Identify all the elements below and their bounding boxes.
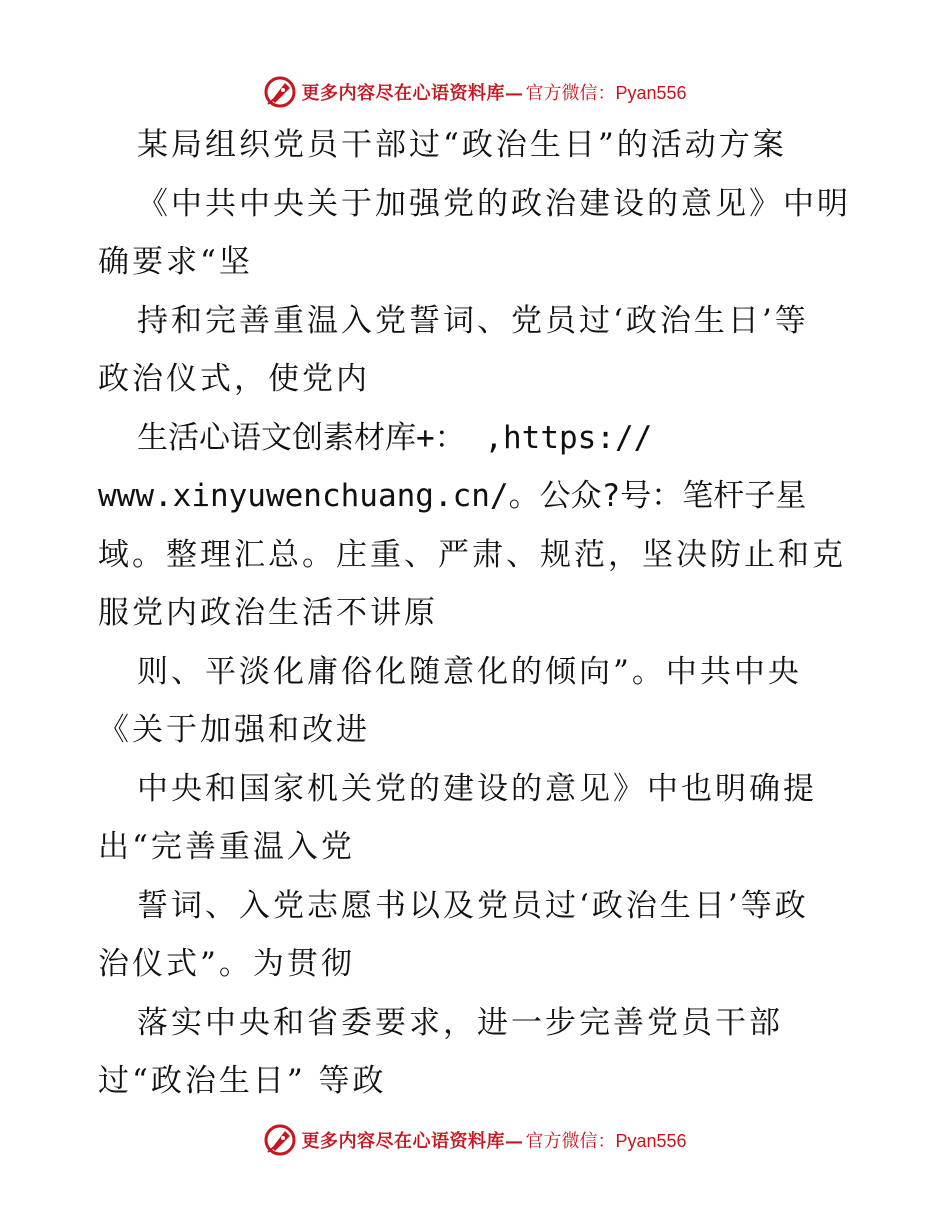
paragraph-line: 政治仪式，使党内 xyxy=(98,361,370,397)
footer-brand-text: 更多内容尽在心语资料库— xyxy=(301,1131,524,1152)
footer-contact-text: 官方微信：Pyan556 xyxy=(525,1131,687,1151)
paragraph-line: 生活心语文创素材库+： ,https:// xyxy=(137,419,653,456)
paragraph-line: 服党内政治生活不讲原 xyxy=(98,595,438,631)
header-banner xyxy=(0,72,950,112)
paragraph-line: 域。整理汇总。庄重、严肃、规范，坚决防止和克 xyxy=(98,536,846,573)
paragraph-line: 确要求“坚 xyxy=(98,244,253,280)
paragraph-line: 中央和国家机关党的建设的意见》中也明确提 xyxy=(137,770,817,807)
paragraph-line: 治仪式”。为贯彻 xyxy=(98,946,355,982)
paragraph-line: 持和完善重温入党誓词、党员过‘政治生日’等 xyxy=(137,302,809,339)
header-contact-text: 官方微信：Pyan556 xyxy=(525,83,687,103)
document-body xyxy=(98,116,868,1111)
paragraph-line: 则、平淡化庸俗化随意化的倾向”。中共中央 xyxy=(137,653,802,690)
pen-nib-logo-icon xyxy=(263,1123,297,1157)
paragraph-line: 誓词、入党志愿书以及党员过‘政治生日’等政 xyxy=(137,887,809,924)
pen-nib-logo-icon xyxy=(263,75,297,109)
paragraph-line: 落实中央和省委要求，进一步完善党员干部 xyxy=(137,1004,783,1041)
document-title: 某局组织党员干部过“政治生日”的活动方案 xyxy=(137,127,787,163)
paragraph-line: 《关于加强和改进 xyxy=(98,712,370,748)
header-brand-text: 更多内容尽在心语资料库— xyxy=(301,83,524,104)
paragraph-line: www.xinyuwenchuang.cn/。公众?号：笔杆子星 xyxy=(98,478,807,514)
paragraph-line: 出“完善重温入党 xyxy=(98,829,355,865)
paragraph-line: 《中共中央关于加强党的政治建设的意见》中明 xyxy=(137,185,851,222)
paragraph-line: 过“政治生日” 等政 xyxy=(98,1063,387,1099)
footer-banner xyxy=(0,1120,950,1160)
